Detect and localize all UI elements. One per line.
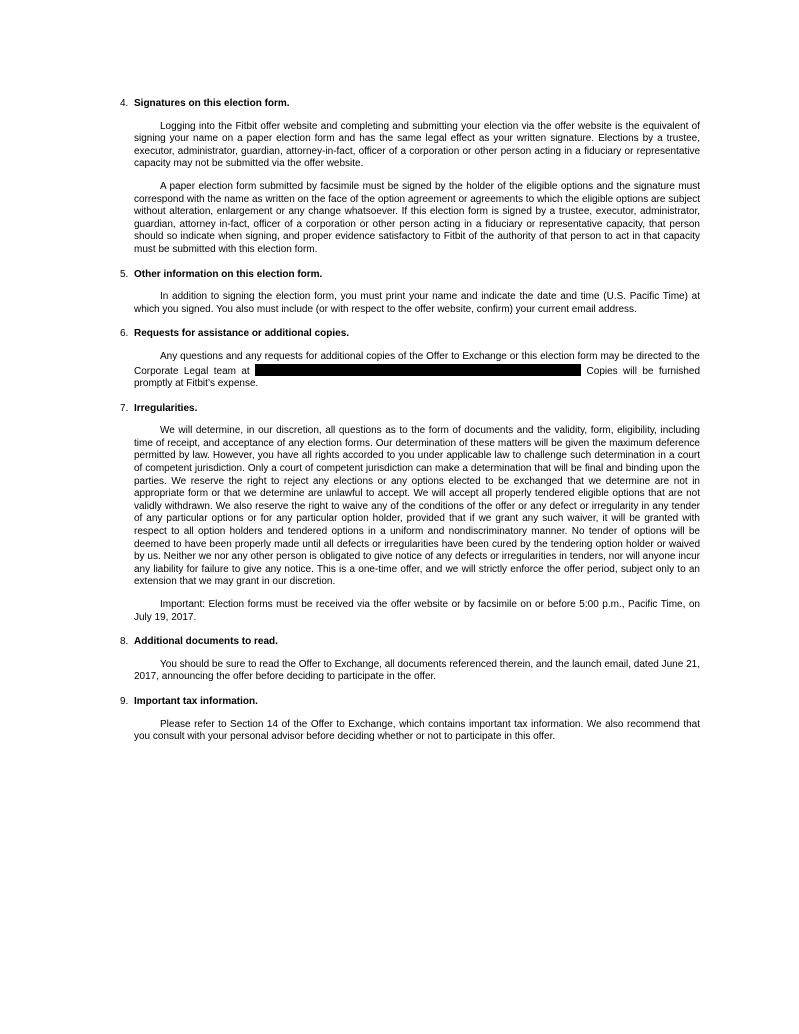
section-heading [120, 328, 700, 341]
paragraph: A paper election form submitted by facsimile must be signed by the holder of the eligible options and the signature must correspond with the name as written on the face of the option agreement or agreements to which the eligible options are subject without alteration, enlargement or any change whatsoever. If this election form is signed by a trustee, executor, administrator, guardian, attorney in-fact, officer of a corporation or other person acting in a fiduciary or representative capacity, that person should so indicate when signing, and proper evidence satisfactory to Fitbit of the authority of that person to act in that capacity must be submitted with this election form. [134, 180, 700, 255]
section-title: Other information on this election form. [134, 268, 323, 280]
section-title: Important tax information. [134, 695, 258, 707]
section-number: 6. [120, 328, 129, 340]
section-number: 9. [120, 695, 129, 707]
section-signatures [120, 98, 700, 257]
redacted-contact-block [255, 364, 581, 376]
section-other-information [120, 269, 700, 317]
section-heading [120, 98, 700, 111]
paragraph-text: Any questions and any requests for additional copies of the Offer to Exchange or this election form may be directed to the Corporate Legal team at [134, 350, 700, 377]
paragraph: In addition to signing the election form, you must print your name and indicate the date and time (U.S. Pacific Time) at which you signed. You also must include (or with respect to the offer website, confirm) your current email address. [134, 291, 700, 315]
document-body [120, 98, 700, 756]
section-additional-documents [120, 636, 700, 684]
section-title: Additional documents to read. [134, 636, 278, 648]
paragraph [134, 351, 700, 391]
section-heading [120, 403, 700, 416]
section-title: Signatures on this election form. [134, 98, 290, 109]
section-number: 5. [120, 268, 129, 280]
paragraph: Logging into the Fitbit offer website and completing and submitting your election via the offer website is the equivalent of signing your name on a paper election form and has the same legal effect as your written signature. Elections by a trustee, executor, administrator, guardian, attorney-in-fact, officer of a corporation or other person acting in a fiduciary or representative capacity may not be submitted via the offer website. [134, 120, 700, 170]
section-number: 4. [120, 98, 129, 109]
paragraph-text: Copies will be furnished promptly at Fitbit’s expense. [134, 365, 701, 390]
paragraph: We will determine, in our discretion, all questions as to the form of documents and the validity, form, eligibility, including time of receipt, and acceptance of any election forms. Our determination of these matters will be given the maximum deference permitted by law. However, you have all rights accorded to you under applicable law to challenge such determination in a court of competent jurisdiction. Only a court of competent jurisdiction can make a determination that will be final and binding upon the parties. We reserve the right to reject any elections or any options elected to be exchanged that we determine are not in appropriate form or that we determine are unlawful to accept. We will accept all properly tendered eligible options that are not validly withdrawn. We also reserve the right to waive any of the conditions of the offer or any defect or irregularity in any tender of any particular options or for any particular option holder, provided that if we grant any such waiver, it will be granted with respect to all option holders and tendered options in a uniform and nondiscriminatory manner. No tender of options will be deemed to have been properly made until all defects or irregularities have been cured by the tendering option holder or waived by us. Neither we nor any other person is obligated to give notice of any defects or irregularities in tenders, nor will anyone incur any liability for failure to give any notice. This is a one-time offer, and we will strictly enforce the offer period, subject only to an extension that we may grant in our discretion. [134, 425, 700, 588]
section-tax-information [120, 696, 700, 744]
section-heading [120, 636, 700, 649]
paragraph: Important: Election forms must be received via the offer website or by facsimile on or before 5:00 p.m., Pacific Time, on July 19, 2017. [134, 599, 700, 623]
section-number: 8. [120, 636, 129, 648]
section-heading [120, 696, 700, 709]
section-irregularities [120, 403, 700, 625]
section-title: Requests for assistance or additional copies. [134, 328, 350, 340]
section-number: 7. [120, 402, 129, 414]
section-heading [120, 269, 700, 282]
section-title: Irregularities. [134, 402, 198, 414]
section-requests-for-assistance [120, 328, 700, 390]
paragraph: You should be sure to read the Offer to Exchange, all documents referenced therein, and the launch email, dated June 21, 2017, announcing the offer before deciding to participate in the offer. [134, 658, 700, 683]
paragraph: Please refer to Section 14 of the Offer to Exchange, which contains important tax information. We also recommend that you consult with your personal advisor before deciding whether or not to participate in this offer. [134, 718, 700, 743]
